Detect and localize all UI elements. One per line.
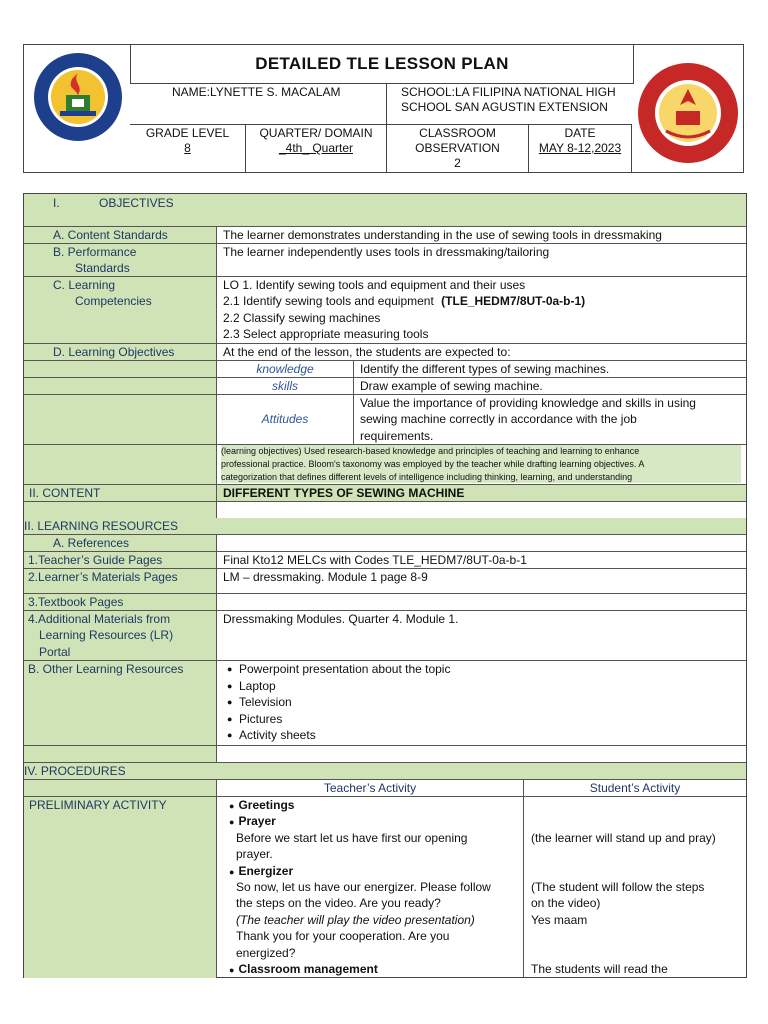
- learning-objectives-row: [24, 344, 746, 361]
- textbook-label: 3.Textbook Pages: [28, 595, 124, 609]
- student-activity-header: Student’s Activity: [589, 781, 681, 795]
- teacher-activity-cell: [217, 797, 524, 978]
- objectives-section: [23, 193, 747, 518]
- grade-value: 8: [184, 141, 191, 155]
- content-standards-label: A. Content Standards: [53, 228, 168, 242]
- teachers-guide-value: Final Kto12 MELCs with Codes TLE_HEDM7/8UT-0a-b-1: [223, 553, 527, 567]
- resources-section: [23, 518, 747, 763]
- student-read: The students will read the: [531, 962, 668, 976]
- student-yes: Yes maam: [531, 913, 588, 927]
- additional-value: Dressmaking Modules. Quarter 4. Module 1.: [223, 612, 459, 626]
- energizer-text-2: the steps on the video. Are you ready?: [236, 896, 441, 910]
- procedures-heading: IV. PROCEDURES: [24, 764, 126, 778]
- knowledge-row: [24, 361, 746, 378]
- competency-2: 2.1 Identify sewing tools and equipment (TLE_HEDM7/8UT-0a-b-1): [223, 294, 586, 308]
- procedures-heading-row: [24, 763, 746, 780]
- student-video-2: on the video): [531, 896, 601, 910]
- attitudes-label: Attitudes: [261, 412, 309, 426]
- objectives-heading-row: [24, 194, 746, 227]
- note-box: [221, 445, 741, 483]
- document-title: DETAILED TLE LESSON PLAN: [130, 45, 634, 84]
- competencies-label-2: Competencies: [75, 294, 152, 308]
- observation-label: CLASSROOM OBSERVATION: [415, 126, 500, 155]
- learners-materials-value: LM – dressmaking. Module 1 page 8-9: [223, 570, 428, 584]
- content-label: II. CONTENT: [29, 486, 101, 500]
- additional-label-2: Learning Resources (LR): [39, 628, 174, 642]
- blank-row-2: [24, 746, 746, 763]
- learning-objectives-intro: At the end of the lesson, the students are expected to:: [223, 345, 511, 359]
- competency-3: 2.2 Classify sewing machines: [223, 311, 381, 325]
- textbook-row: [24, 594, 746, 611]
- classroom-management-item: ● Classroom management: [229, 962, 378, 976]
- student-activity-cell: [524, 797, 746, 978]
- quarter-cell: [245, 125, 386, 173]
- date-label: DATE: [564, 126, 596, 140]
- procedures-section: [23, 763, 747, 978]
- observation-value: 2: [454, 156, 461, 170]
- date-value: MAY 8-12,2023: [538, 141, 622, 155]
- references-row: [24, 535, 746, 552]
- competency-1: LO 1. Identify sewing tools and equipment and their uses: [223, 278, 526, 292]
- skills-value: Draw example of sewing machine.: [360, 379, 543, 393]
- energizer-text-1: So now, let us have our energizer. Please follow: [236, 880, 491, 894]
- performance-standards-label-2: Standards: [75, 261, 130, 275]
- performance-standards-row: [24, 244, 746, 277]
- content-value: DIFFERENT TYPES OF SEWING MACHINE: [223, 486, 465, 500]
- blank-row-1: [24, 502, 746, 519]
- competencies-row: [24, 277, 746, 344]
- teacher-activity-header: Teacher’s Activity: [323, 781, 417, 795]
- skills-row: [24, 378, 746, 395]
- knowledge-value: Identify the different types of sewing machines.: [360, 362, 610, 376]
- additional-label-3: Portal: [39, 645, 71, 659]
- observation-cell: [386, 125, 528, 173]
- student-video-1: (The student will follow the steps: [531, 880, 705, 894]
- other-resources-label: B. Other Learning Resources: [28, 662, 184, 676]
- date-cell: [528, 125, 632, 173]
- grade-label: GRADE LEVEL: [145, 126, 230, 140]
- student-prayer: (the learner will stand up and pray): [531, 831, 716, 845]
- learners-materials-label: 2.Learner’s Materials Pages: [28, 570, 178, 584]
- additional-materials-row: [24, 611, 746, 661]
- teacher-name-cell: [130, 83, 386, 125]
- other-resources-list: [225, 661, 746, 744]
- prayer-item: ● Prayer: [229, 814, 276, 828]
- prayer-text-2: prayer.: [236, 847, 273, 861]
- preliminary-row: [24, 797, 746, 978]
- school-cell: [386, 83, 632, 125]
- header-box: [23, 44, 744, 173]
- activity-columns-row: [24, 780, 746, 797]
- attitudes-row: [24, 395, 746, 445]
- additional-label-1: 4.Additional Materials from: [28, 612, 171, 626]
- performance-standards-label-1: B. Performance: [53, 245, 137, 259]
- other-resources-row: [24, 661, 746, 746]
- references-label: A. References: [53, 536, 130, 550]
- attitudes-line-3: requirements.: [360, 429, 434, 443]
- preliminary-label: PRELIMINARY ACTIVITY: [29, 798, 167, 812]
- grade-cell: [130, 125, 245, 173]
- prayer-text-1: Before we start let us have first our opening: [236, 831, 468, 845]
- performance-standards-value: The learner independently uses tools in dressmaking/tailoring: [223, 245, 550, 259]
- list-item: ● Laptop: [225, 678, 746, 695]
- energizer-text-3: (The teacher will play the video presentation): [236, 913, 475, 927]
- teachers-guide-label: 1.Teacher’s Guide Pages: [28, 553, 163, 567]
- objectives-heading-num: I.: [53, 196, 60, 210]
- note-row: [24, 445, 746, 485]
- note-line-2: professional practice. Bloom's taxonomy was employed by the teacher while drafting learning objectives. A: [221, 459, 645, 469]
- competency-code: (TLE_HEDM7/8UT-0a-b-1): [441, 294, 586, 308]
- quarter-label: QUARTER/ DOMAIN: [259, 126, 373, 140]
- school-name: SCHOOL:LA FILIPINA NATIONAL HIGH SCHOOL SAN AGUSTIN EXTENSION: [401, 85, 616, 114]
- skills-label: skills: [272, 379, 298, 393]
- resources-heading: II. LEARNING RESOURCES: [24, 519, 179, 533]
- energizer-item: ● Energizer: [229, 864, 294, 878]
- objectives-heading: OBJECTIVES: [99, 196, 174, 210]
- list-item: ● Pictures: [225, 711, 746, 728]
- competency-4: 2.3 Select appropriate measuring tools: [223, 327, 429, 341]
- note-line-3: categorization that defines different levels of intelligence including thinking, learning, and understanding: [221, 472, 633, 482]
- school-logo: [636, 61, 740, 168]
- deped-logo: [32, 51, 124, 146]
- list-item: ● Television: [225, 694, 746, 711]
- teacher-name: NAME:LYNETTE S. MACALAM: [172, 85, 341, 99]
- list-item: ● Activity sheets: [225, 727, 746, 744]
- quarter-value: _4th_ Quarter: [278, 141, 354, 155]
- content-row: [24, 485, 746, 502]
- energizer-text-4: Thank you for your cooperation. Are you: [236, 929, 450, 943]
- attitudes-line-1: Value the importance of providing knowledge and skills in using: [360, 396, 696, 410]
- content-standards-row: [24, 227, 746, 244]
- list-item: ● Powerpoint presentation about the topic: [225, 661, 746, 678]
- content-standards-value: The learner demonstrates understanding in the use of sewing tools in dressmaking: [223, 228, 662, 242]
- learning-objectives-label: D. Learning Objectives: [53, 345, 175, 359]
- teachers-guide-row: [24, 552, 746, 569]
- attitudes-line-2: sewing machine correctly in accordance with the job: [360, 412, 637, 426]
- learners-materials-row: [24, 569, 746, 594]
- knowledge-label: knowledge: [256, 362, 314, 376]
- resources-heading-row: [24, 518, 746, 535]
- energizer-text-5: energized?: [236, 946, 296, 960]
- greetings-item: ● Greetings: [229, 798, 295, 812]
- note-line-1: (learning objectives) Used research-based knowledge and principles of teaching and learning to enhance: [221, 446, 640, 456]
- competencies-label-1: C. Learning: [53, 278, 116, 292]
